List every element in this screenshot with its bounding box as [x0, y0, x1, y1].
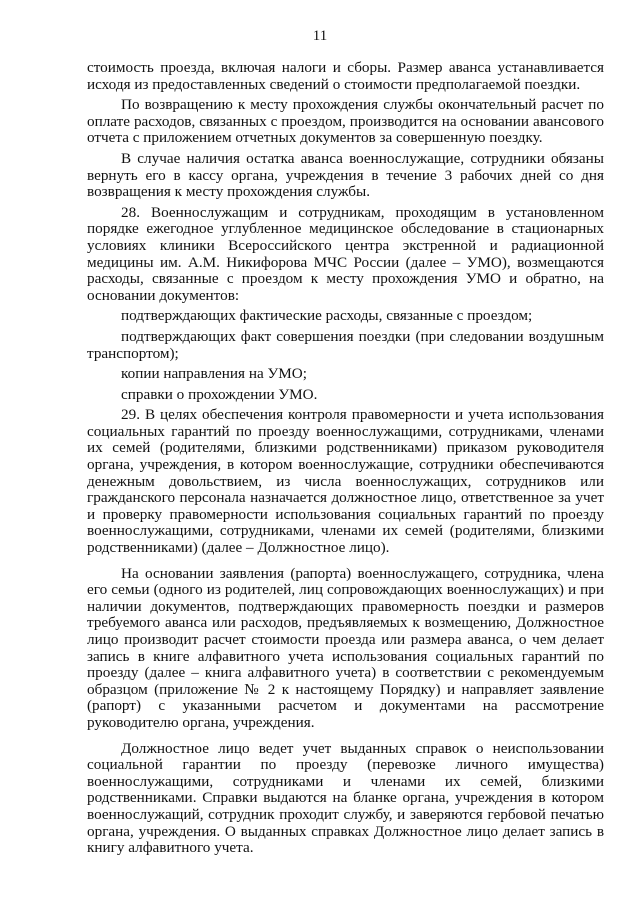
list-item-umo-certificate: справки о прохождении УМО.: [121, 385, 318, 403]
list-item-expenses: подтверждающих фактические расходы, связанные с проездом;: [121, 307, 533, 325]
list-item-trip-fact: подтверждающих факт совершения поездки (при следовании воздушным транспортом);: [87, 327, 604, 362]
paragraph-application-basis: На основании заявления (рапорта) военнослужащего, сотрудника, члена его семьи (одного из родителей, лиц сопровождающих военнослужащих) и при наличии документов, подтверждающих правомерность поездки и размеров требуемого аванса или расходов, предъявляемых к возмещению, Должностное лицо производит расчет стоимости проезда или размера аванса, о чем делает запись в книге алфавитного учета использования социальных гарантий по проезду (далее – книга алфавитного учета) в соответствии с рекомендуемым образцом (приложение № 2 к настоящему Порядку) и направляет заявление (рапорт) с указанными расчетом и документами на рассмотрение руководителю органа, учреждения.: [87, 564, 604, 731]
page-number: 11: [312, 28, 328, 44]
paragraph-advance-return: В случае наличия остатка аванса военнослужащие, сотрудники обязаны вернуть его в кассу органа, учреждения в течение 3 рабочих дней со дня возвращения к месту прохождения службы.: [87, 149, 604, 201]
paragraph-certificate-accounting: Должностное лицо ведет учет выданных справок о неиспользовании социальной гарантии по проезду (перевозке личного имущества) военнослужащими, сотрудниками и членами их семей, близкими родственниками. Справки выдаются на бланке органа, учреждения в котором военнослужащий, сотрудник проходит службу, и заверяются гербовой печатью органа, учреждения. О выданных справках Должностное лицо делает запись в книгу алфавитного учета.: [87, 739, 604, 857]
paragraph-final-settlement: По возвращению к месту прохождения службы окончательный расчет по оплате расходов, связанных с проездом, производится на основании авансового отчета с приложением отчетных документов за совершенную поездку.: [87, 96, 604, 147]
paragraph-item-29: 29. В целях обеспечения контроля правомерности и учета использования социальных гарантий по проезду военнослужащими, сотрудниками, членами их семей (родителями, близкими родственниками) приказом руководителя органа, учреждения, в котором военнослужащие, сотрудники обеспечиваются денежным довольствием, из числа военнослужащих, сотрудников или гражданского персонала назначается должностное лицо, ответственное за учет и проверку правомерности использования социальных гарантий по проезду военнослужащими, сотрудниками, членами их семей (родителями, близкими родственниками) (далее – Должностное лицо).: [87, 406, 604, 557]
document-body: [87, 60, 604, 857]
paragraph-item-28: 28. Военнослужащим и сотрудникам, проходящим в установленном порядке ежегодное углубленное медицинское обследование в стационарных условиях клиники Всероссийского центра экстренной и радиационной медицины им. А.М. Никифорова МЧС России (далее – УМО), возмещаются расходы, связанные с проездом к месту прохождения УМО и обратно, на основании документов:: [87, 203, 604, 304]
paragraph-advance-size: стоимость проезда, включая налоги и сборы. Размер аванса устанавливается исходя из предоставленных сведений о стоимости предполагаемой поездки.: [87, 59, 604, 93]
list-item-referral-copy: копии направления на УМО;: [121, 365, 307, 383]
